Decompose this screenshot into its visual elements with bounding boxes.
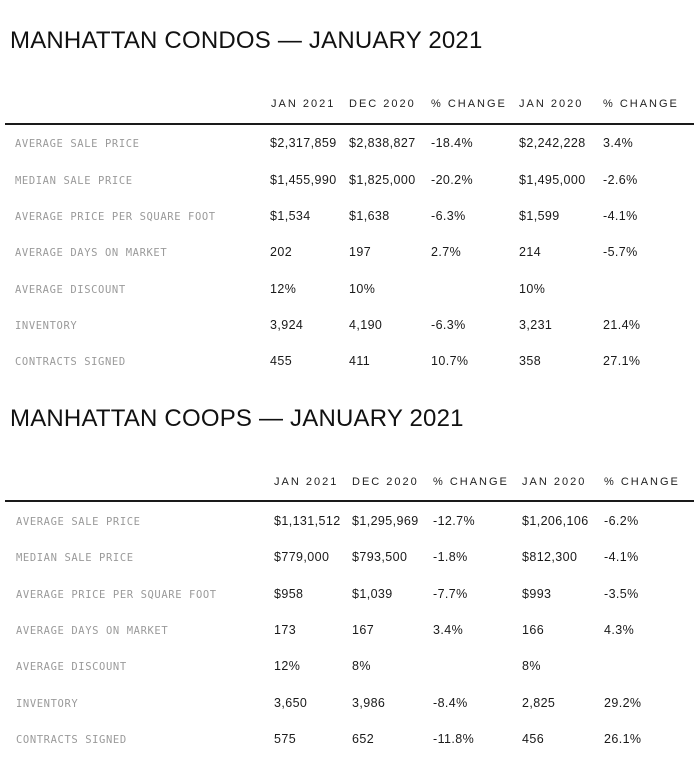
table-cell: $779,000 <box>274 550 330 564</box>
table-cell: 652 <box>352 732 375 746</box>
table-cell: 3,650 <box>274 696 308 710</box>
table-cell: 8% <box>522 659 541 673</box>
row-label: MEDIAN SALE PRICE <box>16 552 134 564</box>
table-cell: $1,455,990 <box>270 173 337 187</box>
table-cell: $1,206,106 <box>522 514 589 528</box>
row-label: AVERAGE PRICE PER SQUARE FOOT <box>16 589 217 601</box>
table-cell: 4,190 <box>349 318 383 332</box>
table-cell: $1,131,512 <box>274 514 341 528</box>
table-cell: 2.7% <box>431 245 462 259</box>
column-header: JAN 2021 <box>274 476 339 488</box>
column-header: JAN 2021 <box>271 98 336 110</box>
condos-title: MANHATTAN CONDOS — JANUARY 2021 <box>10 27 483 54</box>
table-cell: 26.1% <box>604 732 642 746</box>
row-label: AVERAGE DAYS ON MARKET <box>15 247 168 259</box>
table-cell: -20.2% <box>431 173 474 187</box>
table-cell: -6.3% <box>431 209 466 223</box>
table-cell: 10% <box>349 282 376 296</box>
table-cell: 8% <box>352 659 371 673</box>
column-header: % CHANGE <box>603 98 679 110</box>
column-header: JAN 2020 <box>522 476 587 488</box>
table-cell: $1,599 <box>519 209 560 223</box>
column-header: DEC 2020 <box>349 98 416 110</box>
table-cell: 3,924 <box>270 318 304 332</box>
row-label: AVERAGE DISCOUNT <box>15 284 126 296</box>
row-label: MEDIAN SALE PRICE <box>15 175 133 187</box>
table-cell: $1,495,000 <box>519 173 586 187</box>
table-cell: $2,838,827 <box>349 136 416 150</box>
table-cell: $2,242,228 <box>519 136 586 150</box>
table-cell: 3,231 <box>519 318 553 332</box>
table-cell: -18.4% <box>431 136 474 150</box>
row-label: AVERAGE DISCOUNT <box>16 661 127 673</box>
table-cell: 456 <box>522 732 545 746</box>
row-label: CONTRACTS SIGNED <box>15 356 126 368</box>
table-cell: -12.7% <box>433 514 476 528</box>
table-cell: 10% <box>519 282 546 296</box>
column-header: JAN 2020 <box>519 98 584 110</box>
table-cell: $1,039 <box>352 587 393 601</box>
table-cell: 3,986 <box>352 696 386 710</box>
row-label: AVERAGE SALE PRICE <box>15 138 140 150</box>
table-cell: 2,825 <box>522 696 556 710</box>
row-label: INVENTORY <box>15 320 78 332</box>
table-cell: 173 <box>274 623 297 637</box>
table-cell: -4.1% <box>603 209 638 223</box>
table-cell: -4.1% <box>604 550 639 564</box>
table-cell: 29.2% <box>604 696 642 710</box>
table-cell: 197 <box>349 245 372 259</box>
coops-title: MANHATTAN COOPS — JANUARY 2021 <box>10 405 464 432</box>
table-cell: 166 <box>522 623 545 637</box>
table-cell: $793,500 <box>352 550 408 564</box>
table-cell: 411 <box>349 354 371 368</box>
table-cell: $812,300 <box>522 550 578 564</box>
table-cell: 358 <box>519 354 542 368</box>
table-cell: 10.7% <box>431 354 469 368</box>
table-cell: -1.8% <box>433 550 468 564</box>
table-cell: -7.7% <box>433 587 468 601</box>
table-cell: $1,825,000 <box>349 173 416 187</box>
table-cell: 214 <box>519 245 542 259</box>
table-cell: -8.4% <box>433 696 468 710</box>
table-cell: $993 <box>522 587 552 601</box>
table-cell: $1,295,969 <box>352 514 419 528</box>
table-cell: 167 <box>352 623 375 637</box>
table-cell: 12% <box>274 659 301 673</box>
column-header: % CHANGE <box>604 476 680 488</box>
table-cell: 27.1% <box>603 354 641 368</box>
row-label: CONTRACTS SIGNED <box>16 734 127 746</box>
table-cell: $1,534 <box>270 209 311 223</box>
table-cell: 3.4% <box>433 623 464 637</box>
table-cell: -6.3% <box>431 318 466 332</box>
row-label: INVENTORY <box>16 698 79 710</box>
column-header: DEC 2020 <box>352 476 419 488</box>
coops-header-divider <box>5 500 694 502</box>
table-cell: -5.7% <box>603 245 638 259</box>
table-cell: -11.8% <box>433 732 475 746</box>
condos-header-divider <box>5 123 694 125</box>
table-cell: 4.3% <box>604 623 635 637</box>
table-cell: $1,638 <box>349 209 390 223</box>
table-cell: -6.2% <box>604 514 639 528</box>
table-cell: $2,317,859 <box>270 136 337 150</box>
table-cell: 3.4% <box>603 136 634 150</box>
row-label: AVERAGE DAYS ON MARKET <box>16 625 169 637</box>
column-header: % CHANGE <box>431 98 507 110</box>
table-cell: $958 <box>274 587 304 601</box>
table-cell: 21.4% <box>603 318 641 332</box>
table-cell: 12% <box>270 282 297 296</box>
table-cell: 202 <box>270 245 293 259</box>
table-cell: 575 <box>274 732 297 746</box>
table-cell: -2.6% <box>603 173 638 187</box>
row-label: AVERAGE PRICE PER SQUARE FOOT <box>15 211 216 223</box>
column-header: % CHANGE <box>433 476 509 488</box>
row-label: AVERAGE SALE PRICE <box>16 516 141 528</box>
table-cell: 455 <box>270 354 293 368</box>
table-cell: -3.5% <box>604 587 639 601</box>
